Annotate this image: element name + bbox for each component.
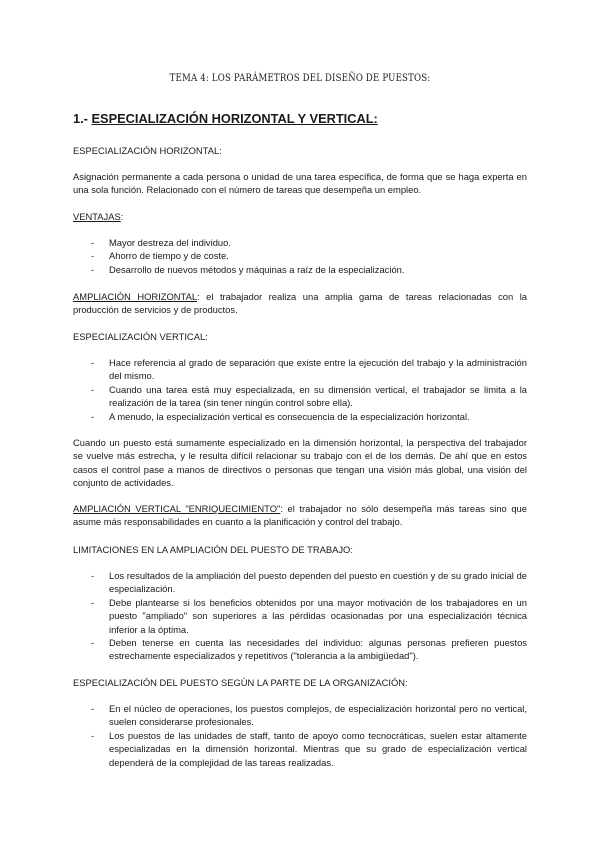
- list-item: - Desarrollo de nuevos métodos y máquinas a raíz de la especialización.: [73, 263, 527, 276]
- puesto-text: Cuando un puesto está sumamente especializado en la dimensión horizontal, la perspectiva del trabajador se vuelve más estrecha, y le resulta difícil relacionar su trabajo con el de los demás. De ahí que en estos casos el control pase a manos de directivos o personas que tengan una visión más global, una visión del conjunto de actividades.: [73, 437, 527, 489]
- list-item: - A menudo, la especialización vertical es consecuencia de la especialización horizontal.: [73, 410, 527, 423]
- ventajas-suffix: :: [120, 211, 124, 222]
- list-item: - Los resultados de la ampliación del puesto dependen del puesto en cuestión y de su grado inicial de especialización.: [73, 569, 527, 596]
- ventajas-heading: [73, 210, 527, 223]
- ventajas-label: VENTAJAS: [73, 211, 121, 222]
- ampliacion-horizontal-paragraph: [73, 290, 527, 317]
- esp-vertical-heading: ESPECIALIZACIÓN VERTICAL:: [73, 331, 208, 342]
- segun-parte-heading: ESPECIALIZACIÓN DEL PUESTO SEGÚN LA PARTE DE LA ORGANIZACIÓN:: [73, 677, 408, 688]
- segun-parte-list: [73, 702, 527, 769]
- list-item: - Cuando una tarea está muy especializada, en su dimensión vertical, el trabajador se limita a la realización de la tarea (sin tener ningún control sobre ella).: [73, 383, 527, 410]
- document-title: TEMA 4: LOS PARÁMETROS DEL DISEÑO DE PUESTOS:: [169, 72, 431, 84]
- section-title: ESPECIALIZACIÓN HORIZONTAL Y VERTICAL:: [91, 111, 378, 126]
- list-item: - Mayor destreza del individuo.: [73, 236, 527, 249]
- section-heading: [73, 111, 378, 126]
- section-number: 1.-: [73, 111, 88, 126]
- list-item: - Los puestos de las unidades de staff, tanto de apoyo como tecnocráticas, suelen estar altamente especializadas en la dimensión horizontal. Mientras que su grado de especialización vertical dependerá de la complejidad de las tareas realizadas.: [73, 729, 527, 769]
- limitaciones-list: [73, 569, 527, 663]
- esp-horizontal-text: Asignación permanente a cada persona o unidad de una tarea específica, de forma que se haga experta en una sola función. Relacionado con el número de tareas que desempeña un empleo.: [73, 171, 527, 196]
- esp-horizontal-body: [73, 170, 527, 197]
- ampliacion-horizontal-text: : el trabajador realiza una amplia gama de tareas relacionadas con la producción de servicios y de productos.: [73, 291, 527, 316]
- list-item: - Deben tenerse en cuenta las necesidades del individuo: algunas personas prefieren puestos estrechamente especializados y repetitivos ("tolerancia a la ambigüedad").: [73, 636, 527, 663]
- ampliacion-vertical-label: AMPLIACIÓN VERTICAL "ENRIQUECIMIENTO": [73, 503, 281, 514]
- ampliacion-vertical-text: : el trabajador no sólo desempeña más tareas sino que asume más responsabilidades en cuanto a la planificación y control del trabajo.: [73, 503, 527, 528]
- list-item: - Hace referencia al grado de separación que existe entre la ejecución del trabajo y la administración del mismo.: [73, 356, 527, 383]
- esp-vertical-list: [73, 356, 527, 423]
- ampliacion-vertical-paragraph: [73, 502, 527, 529]
- list-item: - En el núcleo de operaciones, los puestos complejos, de especialización horizontal pero no vertical, suelen considerarse profesionales.: [73, 702, 527, 729]
- ventajas-list: [73, 236, 527, 276]
- puesto-paragraph: [73, 436, 527, 490]
- limitaciones-heading: LIMITACIONES EN LA AMPLIACIÓN DEL PUESTO DE TRABAJO:: [73, 544, 353, 555]
- list-item: - Debe plantearse si los beneficios obtenidos por una mayor motivación de los trabajadores en un puesto "ampliado" son superiores a las pérdidas ocasionadas por una especialización técnica inferior a la óptima.: [73, 596, 527, 636]
- ampliacion-horizontal-label: AMPLIACIÓN HORIZONTAL: [73, 291, 198, 302]
- esp-horizontal-heading: ESPECIALIZACIÓN HORIZONTAL:: [73, 145, 222, 156]
- list-item: - Ahorro de tiempo y de coste.: [73, 249, 527, 262]
